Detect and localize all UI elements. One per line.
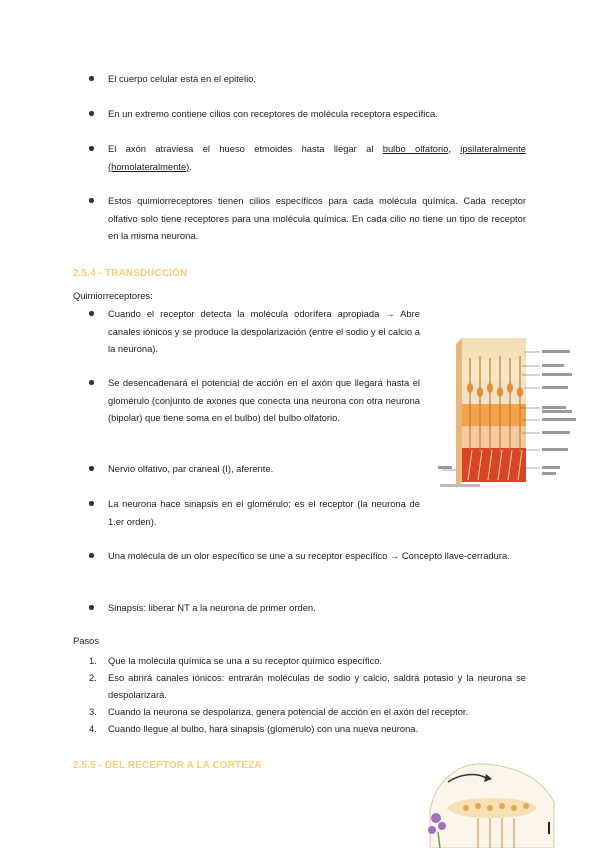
- link-bulbo-olfatorio[interactable]: bulbo olfatorio: [382, 143, 449, 154]
- list-label: Quimiorreceptores:: [73, 290, 153, 301]
- bullet-item: Cuando el receptor detecta la molécula odorífera apropiada → Abre canales iónicos y se produce la despolarización (entre el sodio y el calcio a la neurona).: [108, 305, 420, 358]
- bullet-item: La neurona hace sinapsis en el glomérulo; es el receptor (la neurona de 1.er orden).: [108, 495, 420, 530]
- section-heading: 2.5.4 - TRANSDUCCIÓN: [73, 268, 188, 279]
- list-item: 1. Que la molécula química se una a su receptor químico específico.: [89, 655, 383, 666]
- list-item: 4. Cuando llegue al bulbo, hará sinapsis (glomérulo) con una nueva neurona.: [89, 723, 419, 734]
- bullet-item: Sinapsis: liberar NT a la neurona de primer orden.: [108, 599, 526, 617]
- list-item: 2. Eso abrirá canales iónicos: entrarán moléculas de sodio y calcio, saldrá potasio y la neurona se despolarizará.: [89, 672, 526, 700]
- bullet-item: Se desencadenará el potencial de acción en el axón que llegará hasta el glomérulo (conjunto de axones que conecta una neurona con otra neurona (bipolar) que tiene soma en el bulbo) del bulbo olfatorio.: [108, 374, 420, 427]
- olfactory-pathway-illustration: [420, 752, 560, 848]
- link-ipsilateralmente[interactable]: ipsilateralmente (homolateralmente): [108, 143, 526, 172]
- list-label: Pasos: [73, 635, 100, 646]
- bullet-item: Una molécula de un olor específico se une a su receptor específico → Concepto llave-cerradura.: [108, 547, 526, 565]
- bullet-item: Estos quimiorreceptores tienen cilios específicos para cada molécula química. Cada receptor olfativo solo tiene receptores para una molécula química. En cada cilio no tiene un tipo de receptor en la misma neurona.: [108, 192, 526, 245]
- olfactory-epithelium-illustration: [436, 330, 586, 500]
- bullet-item: El axón atraviesa el hueso etmoides hasta llegar al bulbo olfatorio, ipsilateralmente (homolateralmente).: [108, 140, 526, 175]
- section-heading: 2.5.5 - DEL RECEPTOR A LA CORTEZA: [73, 760, 262, 771]
- bullet-item: Nervio olfativo, par craneal (I), aferente.: [108, 460, 420, 478]
- bullet-item: En un extremo contiene cilios con receptores de molécula receptora específica.: [108, 105, 526, 123]
- bullet-item: El cuerpo celular está en el epitelio.: [108, 70, 526, 88]
- list-item: 3. Cuando la neurona se despolariza, genera potencial de acción en el axón del receptor.: [89, 706, 469, 717]
